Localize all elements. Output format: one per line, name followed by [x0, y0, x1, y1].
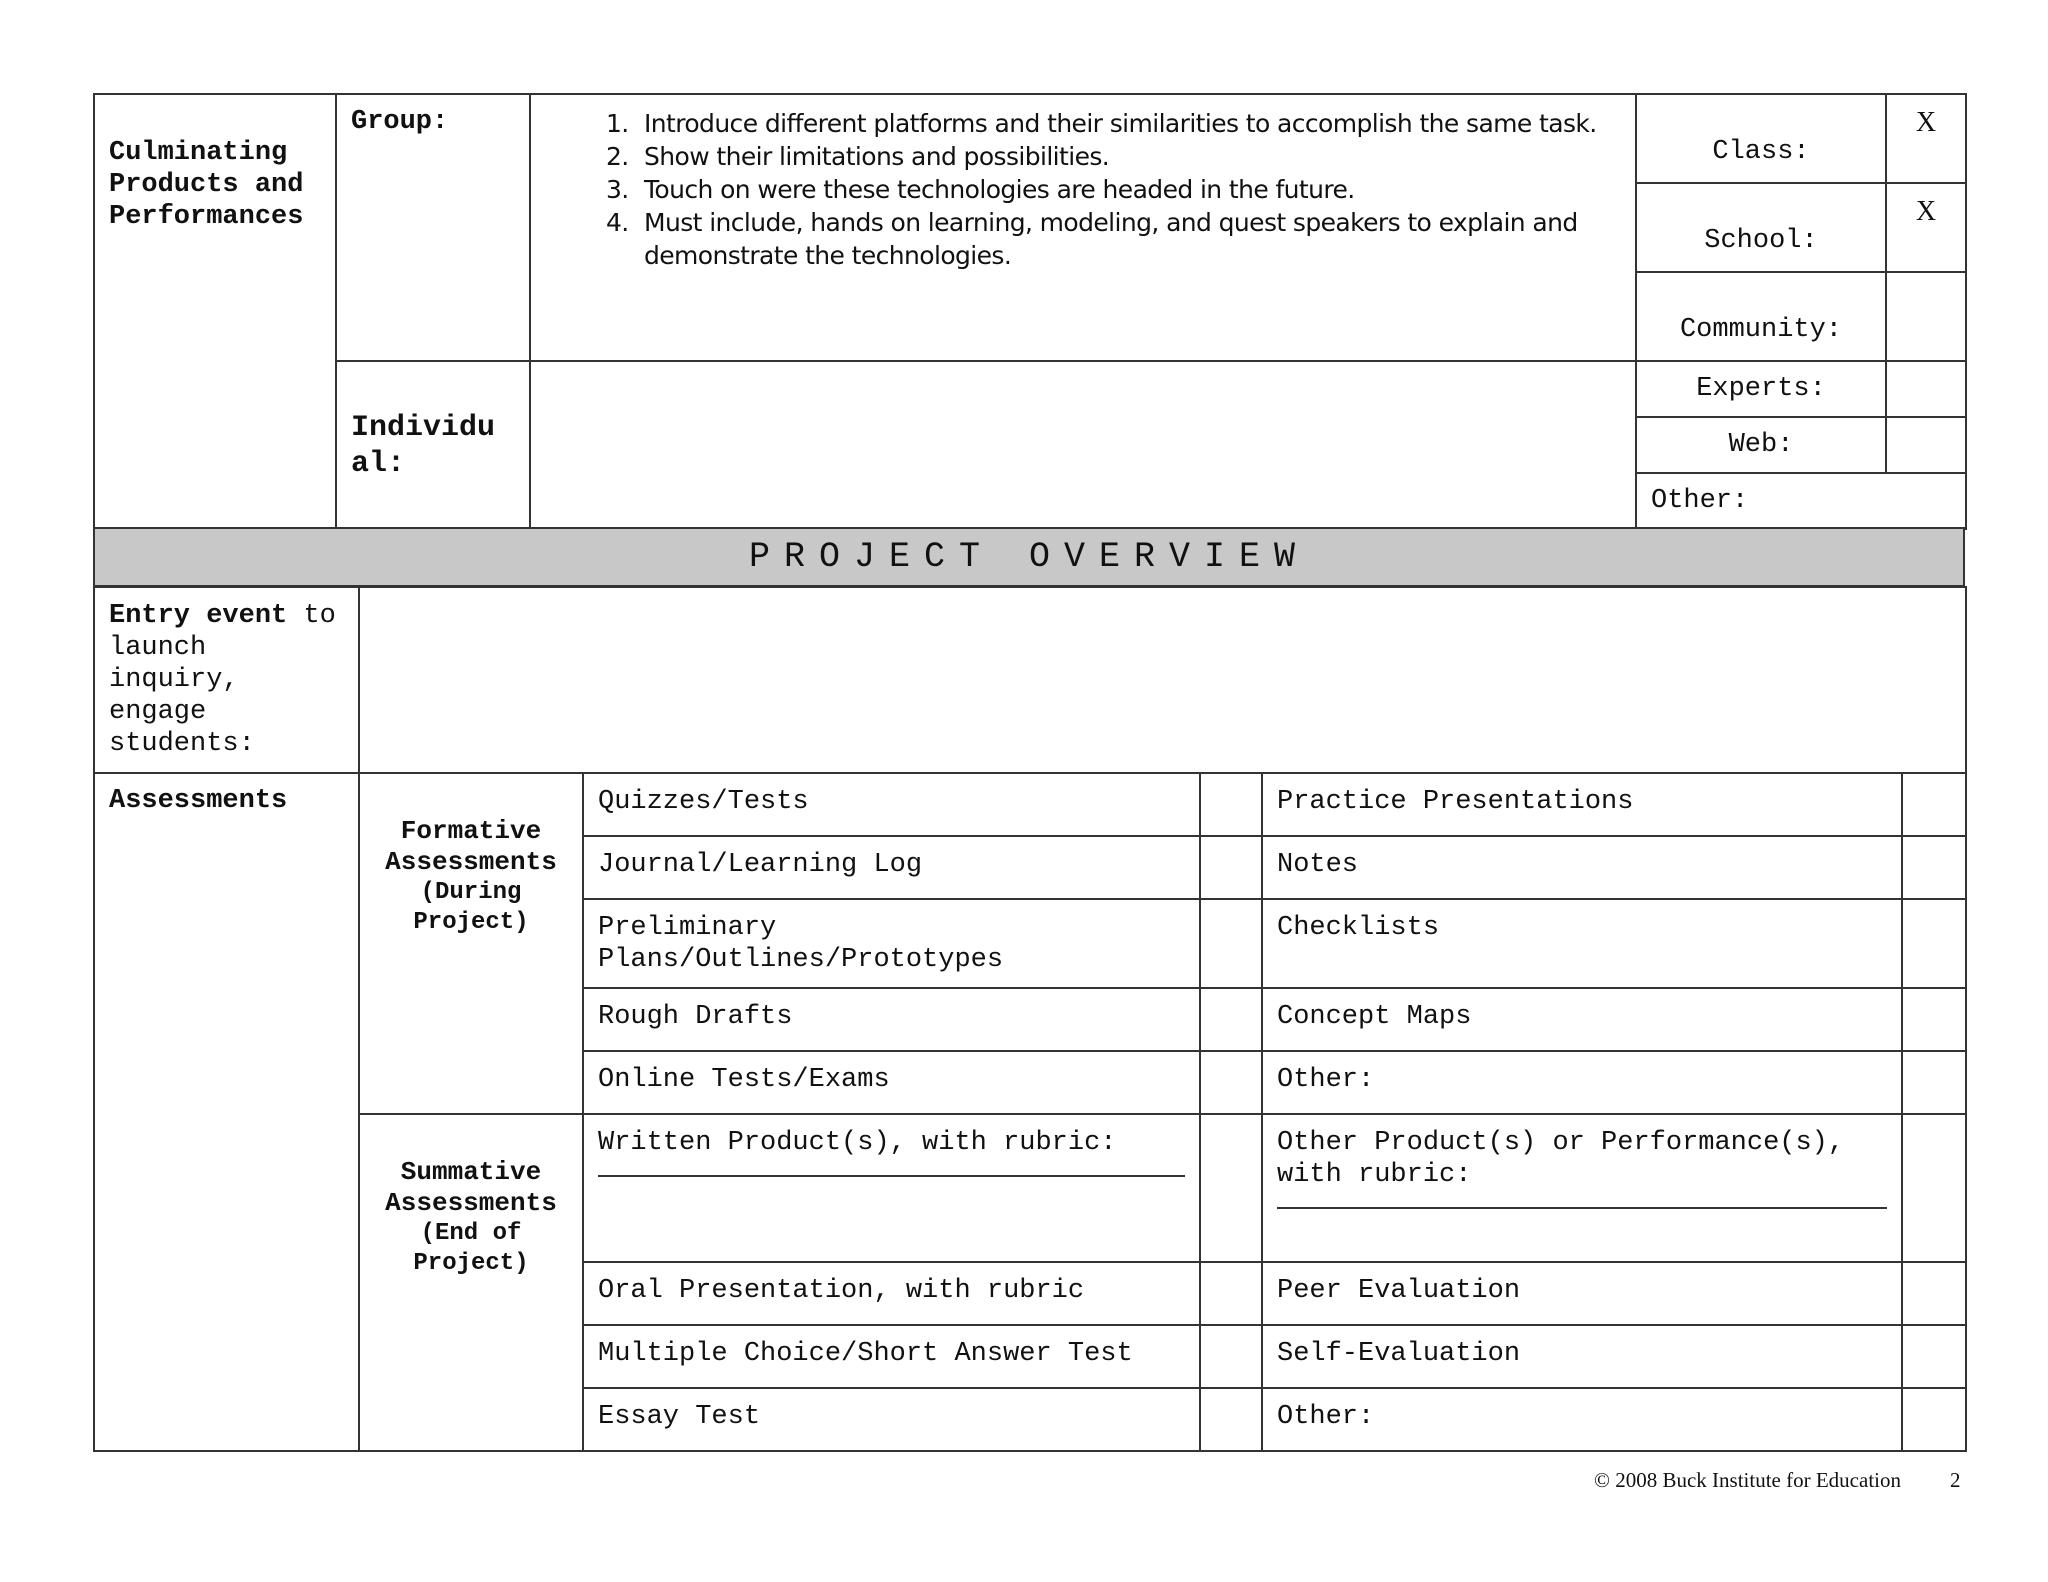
summative-item: Other:: [1262, 1388, 1902, 1451]
formative-checkbox[interactable]: [1902, 1051, 1966, 1114]
entry-event-table: [93, 586, 1967, 774]
formative-subtitle: (During Project): [413, 879, 529, 936]
formative-item: Concept Maps: [1262, 988, 1902, 1051]
formative-item: Practice Presentations: [1262, 773, 1902, 836]
audience-school-label: School:: [1636, 183, 1886, 272]
summative-item: Essay Test: [583, 1388, 1200, 1451]
objective-item: 4. Must include, hands on learning, modeling, and quest speakers to explain and demonstrate the technologies.: [636, 206, 1635, 272]
rubric-underline: [1277, 1191, 1887, 1209]
entry-event-description: to launch inquiry, engage students:: [109, 601, 336, 759]
summative-checkbox[interactable]: [1200, 1388, 1262, 1451]
formative-title: Formative Assessments: [385, 816, 557, 877]
summative-subtitle: (End of Project): [413, 1220, 529, 1277]
page-number: 2: [1950, 1468, 1961, 1492]
formative-item: Journal/Learning Log: [583, 836, 1200, 899]
summative-item-other-product: [1262, 1114, 1902, 1262]
culminating-products-label: Culminating Products and Performances: [94, 94, 336, 529]
audience-community-label: Community:: [1636, 272, 1886, 361]
formative-item: Other:: [1262, 1051, 1902, 1114]
group-objectives-cell[interactable]: [530, 94, 1636, 361]
entry-event-title: Entry event: [109, 601, 288, 631]
audience-web-mark[interactable]: [1886, 417, 1966, 473]
formative-checkbox[interactable]: [1200, 899, 1262, 988]
copyright-footer: © 2008 Buck Institute for Education: [1594, 1468, 1901, 1492]
formative-checkbox[interactable]: [1200, 1051, 1262, 1114]
summative-item: Other Product(s) or Performance(s), with rubric:: [1277, 1128, 1845, 1190]
project-overview-header: PROJECT OVERVIEW: [93, 527, 1965, 587]
summative-checkbox[interactable]: [1902, 1262, 1966, 1325]
audience-school-mark[interactable]: X: [1886, 183, 1966, 272]
audience-web-label: Web:: [1636, 417, 1886, 473]
assessments-label: Assessments: [94, 773, 359, 1451]
formative-item: Preliminary Plans/Outlines/Prototypes: [583, 899, 1200, 988]
objective-item: 3. Touch on were these technologies are headed in the future.: [636, 173, 1635, 206]
formative-checkbox[interactable]: [1902, 988, 1966, 1051]
formative-item: Rough Drafts: [583, 988, 1200, 1051]
formative-item: Checklists: [1262, 899, 1902, 988]
group-objectives-list: [531, 107, 1635, 272]
summative-item: Multiple Choice/Short Answer Test: [583, 1325, 1200, 1388]
audience-experts-label: Experts:: [1636, 361, 1886, 417]
audience-class-label: Class:: [1636, 94, 1886, 183]
individual-content-cell[interactable]: [530, 361, 1636, 529]
group-label: Group:: [336, 94, 530, 361]
audience-other-label[interactable]: Other:: [1636, 473, 1966, 529]
formative-checkbox[interactable]: [1902, 899, 1966, 988]
objective-item: 2. Show their limitations and possibilities.: [636, 140, 1635, 173]
entry-event-label: [94, 587, 359, 773]
objective-item: 1. Introduce different platforms and their similarities to accomplish the same task.: [636, 107, 1635, 140]
formative-checkbox[interactable]: [1902, 773, 1966, 836]
audience-experts-mark[interactable]: [1886, 361, 1966, 417]
summative-assessments-label: [359, 1114, 583, 1451]
summative-title: Summative Assessments: [385, 1157, 557, 1218]
summative-checkbox[interactable]: [1902, 1325, 1966, 1388]
individual-label: Individu al:: [336, 361, 530, 529]
audience-class-mark[interactable]: X: [1886, 94, 1966, 183]
entry-event-content-cell[interactable]: [359, 587, 1966, 773]
formative-item: Notes: [1262, 836, 1902, 899]
summative-item: Self-Evaluation: [1262, 1325, 1902, 1388]
formative-checkbox[interactable]: [1902, 836, 1966, 899]
assessments-table: [93, 772, 1967, 1452]
formative-checkbox[interactable]: [1200, 988, 1262, 1051]
formative-item: Online Tests/Exams: [583, 1051, 1200, 1114]
summative-item-written: [583, 1114, 1200, 1262]
rubric-underline: [598, 1159, 1185, 1177]
summative-checkbox[interactable]: [1200, 1325, 1262, 1388]
culminating-products-table: [93, 93, 1967, 530]
formative-checkbox[interactable]: [1200, 773, 1262, 836]
summative-checkbox[interactable]: [1902, 1388, 1966, 1451]
summative-item: Peer Evaluation: [1262, 1262, 1902, 1325]
summative-item: Oral Presentation, with rubric: [583, 1262, 1200, 1325]
formative-assessments-label: [359, 773, 583, 1114]
formative-checkbox[interactable]: [1200, 836, 1262, 899]
summative-checkbox[interactable]: [1902, 1114, 1966, 1262]
formative-item: Quizzes/Tests: [583, 773, 1200, 836]
summative-checkbox[interactable]: [1200, 1114, 1262, 1262]
summative-item: Written Product(s), with rubric:: [598, 1128, 1117, 1158]
audience-community-mark[interactable]: [1886, 272, 1966, 361]
summative-checkbox[interactable]: [1200, 1262, 1262, 1325]
